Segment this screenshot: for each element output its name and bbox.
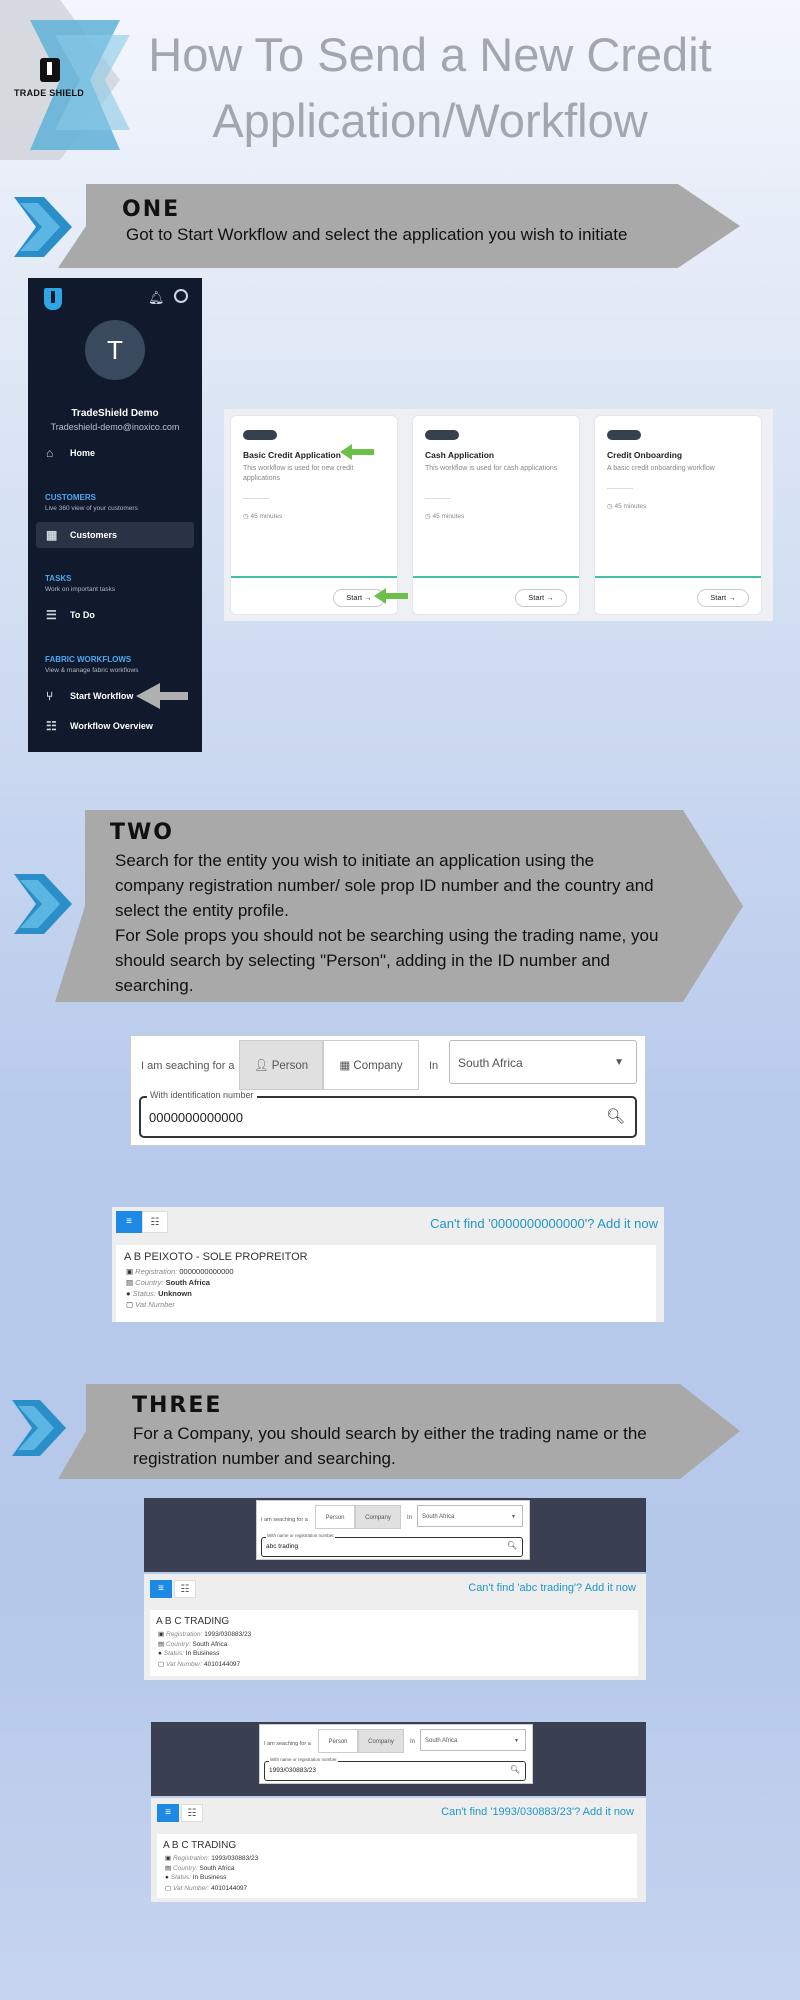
country-select[interactable]: South Africa ▼ [420, 1729, 526, 1751]
fabric-workflows-subheading: View & manage fabric workflows [45, 667, 139, 674]
field-value: 0000000000000 [149, 1110, 243, 1125]
tasks-subheading: Work on important tasks [45, 586, 115, 593]
person-toggle[interactable]: 👤︎ Person [239, 1040, 323, 1090]
divider-line [231, 576, 397, 578]
workflow-card[interactable] [594, 415, 762, 615]
workflow-card[interactable] [412, 415, 580, 615]
search-results [144, 1574, 646, 1680]
registration-row: ▣ Registration: 0000000000000 [126, 1267, 234, 1276]
start-button[interactable]: Start → [515, 589, 567, 607]
search-results [112, 1207, 664, 1322]
workflow-tag [607, 430, 641, 440]
search-icon[interactable]: 🔍︎ [506, 1541, 517, 1550]
sidebar-item-customers[interactable]: ▦ Customers [36, 522, 194, 548]
tradeshield-logo [0, 0, 140, 160]
workflow-description: This workflow is used for new credit applications [243, 465, 354, 482]
result-card[interactable] [116, 1245, 656, 1322]
search-results [151, 1798, 646, 1902]
grey-arrow-icon [136, 681, 190, 711]
avatar: T [85, 320, 145, 380]
person-toggle[interactable]: Person [315, 1505, 355, 1529]
home-icon: ⌂ [46, 446, 54, 460]
list-view-button[interactable]: ≡ [150, 1580, 172, 1598]
grid-view-button[interactable]: ☷ [174, 1580, 196, 1598]
dropdown-icon: ▼ [614, 1057, 624, 1068]
workflow-duration: ◷ 45 minutes [425, 513, 465, 520]
entity-search-form [256, 1500, 530, 1560]
list-view-button[interactable]: ≡ [116, 1211, 142, 1233]
profile-icon[interactable] [174, 289, 188, 303]
workflow-title: Credit Onboarding [607, 450, 683, 460]
search-icon[interactable]: 🔍︎ [605, 1108, 625, 1125]
entity-search-form [259, 1724, 533, 1784]
status-row: ● Status: In Business [158, 1650, 220, 1657]
divider [243, 498, 269, 499]
workflow-tag [243, 430, 277, 440]
building-icon: ▦ [46, 528, 58, 542]
page-title: How To Send a New Credit Application/Workflow [148, 28, 712, 147]
app-logo [44, 288, 62, 310]
user-name: TradeShield Demo [71, 408, 159, 419]
vat-row: ▢ Vat Number: 4010144097 [158, 1661, 241, 1668]
dropdown-icon: ▼ [511, 1514, 516, 1520]
entity-name: A B PEIXOTO - SOLE PROPREITOR [124, 1251, 308, 1263]
list-view-button[interactable]: ≡ [157, 1804, 179, 1822]
field-label: With name or registration number [270, 1757, 337, 1762]
identification-number-field[interactable] [139, 1090, 637, 1138]
add-entity-link[interactable]: Can't find '0000000000000'? Add it now [430, 1216, 658, 1231]
status-row: ● Status: Unknown [126, 1289, 192, 1298]
add-entity-link[interactable]: Can't find 'abc trading'? Add it now [468, 1582, 636, 1594]
field-value: 1993/030883/23 [269, 1767, 316, 1774]
entity-search-form [130, 1035, 646, 1146]
vat-row: ▢ Vat Number [126, 1300, 175, 1309]
search-header-band [151, 1722, 646, 1796]
workflow-cards-panel [224, 409, 773, 621]
field-label: With identification number [147, 1090, 257, 1100]
start-button[interactable]: Start → [697, 589, 749, 607]
green-arrow-icon [374, 587, 410, 605]
start-button[interactable]: Start → [333, 589, 385, 607]
registration-row: ▣ Registration: 1993/030883/23 [165, 1855, 259, 1862]
branch-icon: ⑂ [46, 689, 54, 703]
status-row: ● Status: In Business [165, 1874, 227, 1881]
entity-name: A B C TRADING [163, 1840, 237, 1851]
person-icon: 👤︎ [253, 1060, 269, 1072]
company-toggle[interactable]: ▦ Company [323, 1040, 419, 1090]
in-label: In [429, 1060, 439, 1072]
search-field[interactable] [261, 1533, 523, 1557]
sidebar-item-start-workflow[interactable]: ⑂ Start Workflow [36, 683, 194, 709]
tasks-heading: TASKS [45, 574, 72, 583]
step-two-label: TWO [110, 820, 174, 845]
grid-view-button[interactable]: ☷ [181, 1804, 203, 1822]
step-two-text: Search for the entity you wish to initiate an application using the company registration number/ sole prop ID number and the country and select the entity profile. For Sole props you should not be searching using the trading name, you should search by selecting "Person", adding in the ID number and searching. [115, 851, 659, 995]
country-select[interactable]: South Africa ▼ [417, 1505, 523, 1527]
divider-line [413, 576, 579, 578]
green-arrow-icon [340, 443, 376, 461]
workflow-icon: ☷ [46, 719, 57, 733]
workflow-duration: ◷ 45 minutes [607, 503, 647, 510]
country-select[interactable]: South Africa ▼ [449, 1040, 637, 1084]
divider-line [595, 576, 761, 578]
workflow-duration: ◷ 45 minutes [243, 513, 283, 520]
step-three-label: THREE [132, 1393, 223, 1418]
building-icon: ▦ [339, 1060, 351, 1072]
company-toggle[interactable]: Company [355, 1505, 401, 1529]
company-toggle[interactable]: Company [358, 1729, 404, 1753]
in-label: In [410, 1739, 416, 1745]
step-one-label: ONE [122, 197, 181, 222]
person-toggle[interactable]: Person [318, 1729, 358, 1753]
add-entity-link[interactable]: Can't find '1993/030883/23'? Add it now [441, 1806, 634, 1818]
workflow-description: A basic credit onboarding workflow [607, 465, 715, 472]
vat-row: ▢ Vat Number: 4010144097 [165, 1885, 248, 1892]
customers-subheading: Live 360 view of your customers [45, 505, 138, 512]
divider [425, 498, 451, 499]
in-label: In [407, 1515, 413, 1521]
workflow-title: Basic Credit Application [243, 450, 341, 460]
search-header-band [144, 1498, 646, 1572]
sidebar-item-workflow-overview[interactable]: ☷ Workflow Overview [36, 713, 194, 739]
workflow-description: This workflow is used for cash applications [425, 465, 558, 472]
country-row: ▤ Country: South Africa [165, 1865, 235, 1872]
workflow-tag [425, 430, 459, 440]
result-card[interactable] [157, 1834, 637, 1898]
country-row: ▤ Country: South Africa [126, 1278, 210, 1287]
dropdown-icon: ▼ [514, 1738, 519, 1744]
searching-for-label: I am seaching for a [261, 1517, 308, 1523]
result-card[interactable] [150, 1610, 638, 1676]
grid-view-button[interactable]: ☷ [142, 1211, 168, 1233]
entity-name: A B C TRADING [156, 1616, 230, 1627]
search-icon[interactable]: 🔍︎ [509, 1765, 520, 1774]
searching-for-label: I am seaching for a [264, 1741, 311, 1747]
search-field[interactable] [264, 1757, 526, 1781]
logo-text: TRADE SHIELD [14, 88, 85, 98]
field-value: abc trading [266, 1543, 299, 1550]
checklist-icon: ☰ [46, 608, 57, 622]
registration-row: ▣ Registration: 1993/030883/23 [158, 1631, 252, 1638]
customers-heading: CUSTOMERS [45, 493, 96, 502]
step-one-text: Got to Start Workflow and select the application you wish to initiate [126, 225, 628, 244]
field-label: With name or registration number [267, 1533, 334, 1538]
country-row: ▤ Country: South Africa [158, 1641, 228, 1648]
divider [607, 488, 633, 489]
step-three-text: For a Company, you should search by either the trading name or the registration number and searching. [133, 1424, 647, 1468]
fabric-workflows-heading: FABRIC WORKFLOWS [45, 655, 132, 664]
bell-icon[interactable]: 🔔︎ [148, 290, 165, 305]
workflow-title: Cash Application [425, 450, 495, 460]
sidebar-item-home[interactable]: ⌂ Home [36, 440, 194, 466]
sidebar-item-todo[interactable]: ☰ To Do [36, 602, 194, 628]
user-email: Tradeshield-demo@inoxico.com [50, 422, 180, 432]
searching-for-label: I am seaching for a [141, 1060, 235, 1072]
